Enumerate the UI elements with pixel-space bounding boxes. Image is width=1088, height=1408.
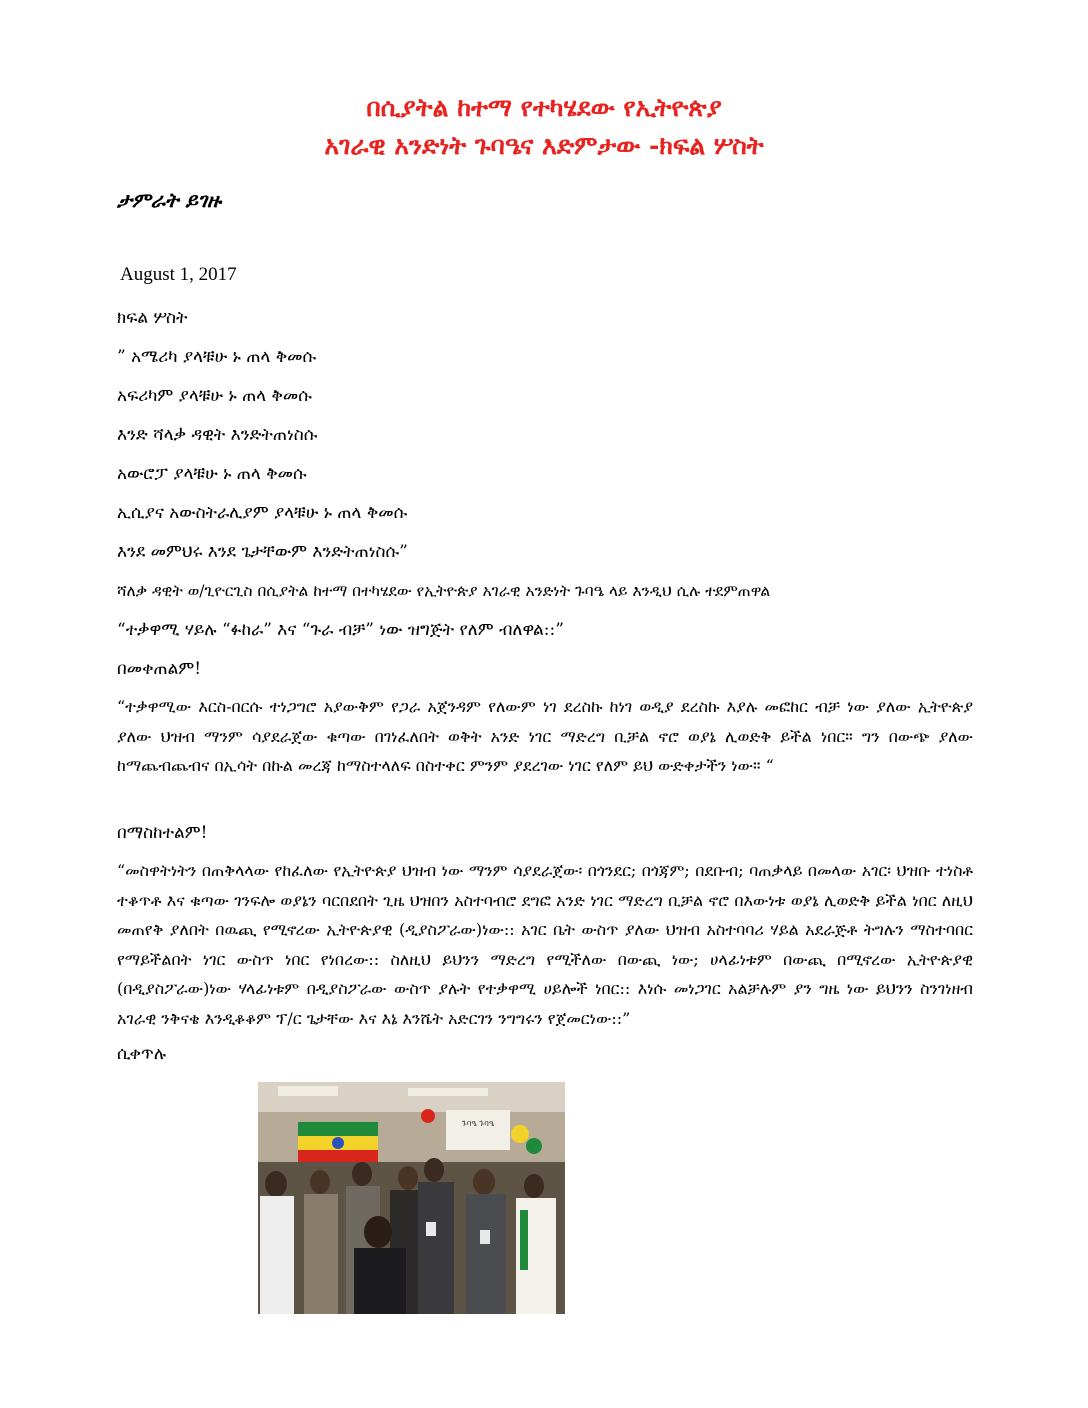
event-photo-illustration (258, 1082, 565, 1314)
date: August 1, 2017 (120, 264, 237, 285)
part-label: ክፍል ሦስት (117, 308, 188, 328)
poem-line: ኢሲያና አውስትራሊያም ያላቹሁ ኑ ጠላ ቅመሱ (117, 503, 408, 523)
poem-line: እንደ መምህሩ እንደ ጌታቸውም እንድትጠነስሱ” (117, 542, 408, 562)
title-line-1: በሲያትል ከተማ የተካሄደው የኢትዮጵያ (366, 93, 722, 122)
poem-line: አፍሪካም ያላቹሁ ኑ ጠላ ቅመሱ (117, 386, 312, 406)
closing-text: ሲቀጥሉ (117, 1044, 166, 1064)
paragraph-1: “ተቃዋሚው እርስ-በርሱ ተነጋግሮ አያውቅም የጋራ አጀንዳም የለውም ነገ ደረስኩ ከነገ ወዲያ ደረስኩ እያሉ መፎከር ብቻ ነው ያለው ኢትዮጵያ ያለው ህዝብ ማንም ሳያደራጀው ቁጣው በገነፈለበት ወቅት አንድ ነገር ማድረግ ቢቻል ኖሮ ወያኔ ሊወድቅ ይችል ነበር። ግን በውጭ ያለው ከማጨብጨብና በኢሳት በኩል መረጃ ከማስተላለፍ በስተቀር ምንም ያደረገው ነገር የለም ይህ ውድቀታችን ነው። “ (117, 697, 973, 775)
heading-2: በማስከተልም! (117, 823, 208, 843)
title-line-2: አገራዊ አንድነት ጉባዔና እድምታው -ክፍል ሦስት (324, 131, 764, 160)
quote-1: “ተቃዋሚ ሃይሉ “ፉከራ” እና “ጉራ ብቻ” ነው ዝግጅት የለም ብለዋል::” (117, 620, 564, 640)
author: ታምራት ይገዙ (117, 188, 222, 212)
heading-1: በመቀጠልም! (117, 659, 202, 679)
photo-banner-text: ጉባዔ ጉባዔ (461, 1119, 495, 1128)
poem-line: አውሮፓ ያላቹሁ ኑ ጠላ ቅመሱ (117, 464, 307, 484)
poem-line: ” አሜሪካ ያላቹሁ ኑ ጠላ ቅመሱ (117, 347, 317, 367)
event-photo (258, 1082, 565, 1314)
intro-text: ሻለቃ ዳዊት ወ/ጊዮርጊስ በሲያትል ከተማ በተካሄደው የኢትዮጵያ አገራዊ አንድነት ጉባዔ ላይ እንዲህ ሲሉ ተደምጠዋል (117, 582, 771, 600)
paragraph-2: “መስዋትነትን በጠቅላላው የከፈለው የኢትዮጵያ ህዝብ ነው ማንም ሳያደራጀው፡ በጎንደር; በጎጃም; በደቡብ; ባጠቃላይ በመላው አገር፡ ህዝቡ ተነስቶ ተቆጥቶ እና ቁጣው ገንፍሎ ወያኔን ባርበደበት ጊዜ ህዝበን አስተባብሮ ደግፎ አንድ ነገር ማድረግ ቢቻል ኖሮ በእውነቱ ወያኔ ሊወድቅ ይችል ነበር ለዚህ መጠየቅ ያለበት በዉጪ የሚኖረው ኢትዮጵያዊ (ዲያስፖራው)ነው:: አገር ቤት ውስጥ ያለው ህዝብ አስተባባሪ ሃይል አደራጅቶ ትግሉን ማስተባበር የማይችልበት ነገር ውስጥ ነበር የነበረው:: ስለዚህ ይህንን ማድረግ የሚችለው በውጪ ነው; ሀላፊነቱም በውጪ በሚኖረው ኢትዮጵያዊ (በዲያስፖራው)ነው ሃላፊነቱም በዲያስፖራው ውስጥ ያሉት የተቃዋሚ ሀይሎች ነበር:: እነሱ መነጋገር አልቻሉም ያን ግዜ ነው ይህንን ስንገነዘብ አገራዊ ንቅናቄ እንዲቆቆም ፕ/ር ጌታቸው እና እኔ እንሼት አድርገን ንግግሩን የጀመርነው::” (117, 861, 973, 1028)
poem-line: እንድ ሻላቃ ዳዊት እንድትጠነስሱ (117, 425, 318, 445)
